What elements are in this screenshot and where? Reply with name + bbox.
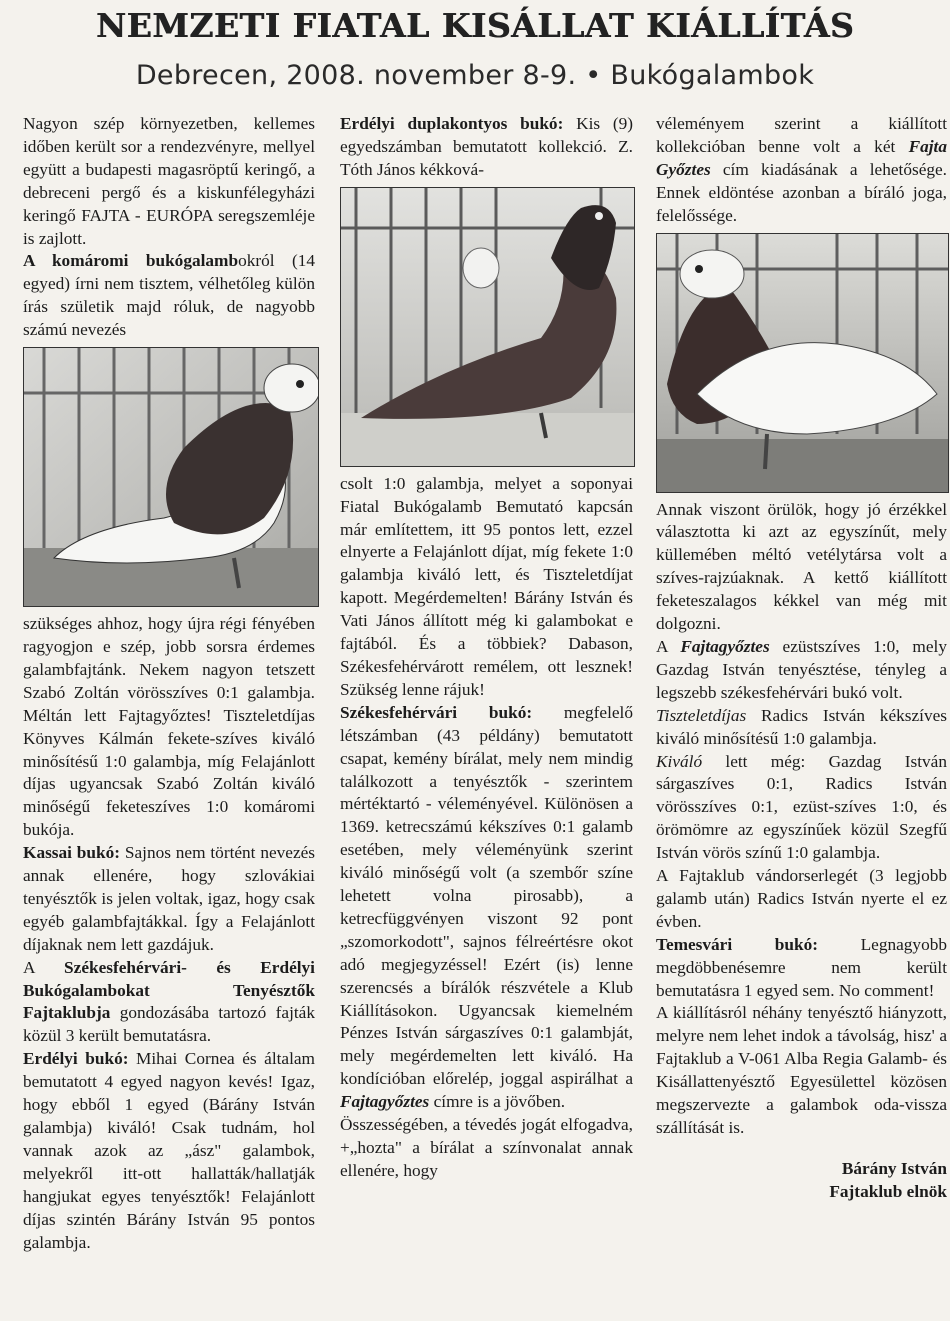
paragraph: Nagyon szép környezetben, kellemes időben került sor a rendezvényre, mellyel együtt a budapesti magasröptű keringő, a debreceni pergő és a kiskunfélegyházi keringő FAJTA - EURÓPA seregszemléje is zajlott. <box>23 114 315 248</box>
paragraph: szükséges ahhoz, hogy újra régi fényében ragyogjon e szép, jobb sorsra érdemes galambfajtánk. Nekem nagyon tetszett Szabó Zoltán vörösszíves 0:1 galambja. Méltán lett Fajtagyőztes! Tiszteletdíjas Könyves Kálmán fekete-szíves kiváló minősítésű 1:0 galambja, míg Felajánlott díjas ugyancsak Szabó Zoltán kiváló minőségű feketeszíves 1:0 komáromi bukója. <box>23 614 315 840</box>
paragraph: Erdélyi duplakontyos bukó: Kis (9) egyedszámban bemutatott kollekció. Z. Tóth János kékková- <box>340 114 633 179</box>
breed-heading: Erdélyi duplakontyos bukó: <box>340 114 564 133</box>
paragraph: Annak viszont örülök, hogy jó érzékkel választotta ki azt az egyszínűt, mely küllemében méltó vetélytársa volt a szíves-rajzúaknak. A kettő kiállított feketeszalagos kékkel van még mit dolgozni. <box>656 499 947 634</box>
breed-heading: Temesvári bukó: <box>656 934 818 954</box>
paragraph: A komáromi bukógalambokról (14 egyed) írni nem tisztem, vélhetőleg külön írás születik majd róluk, de nagyobb számú nevezés <box>23 251 315 340</box>
breed-heading: Kassai bukó: <box>23 843 121 863</box>
club-name: Székesfehérvári- és Erdélyi Bukógalambokat Tenyésztők Fajtaklubja <box>23 957 315 1023</box>
paragraph: A kiállításról néhány tenyésztő hiányzott, melyre nem lehet indok a távolság, hisz' a Fajtaklub a V-061 Alba Regia Galamb- és Kisállattenyésztő Egyesülettel közösen megszervezte a galambok oda-vissza szállítását is. <box>656 1003 947 1137</box>
paragraph: A Fajtagyőztes ezüstszíves 1:0, mely Gazdag István tenyésztése, tényleg a legszebb székesfehérvári bukó volt. <box>656 636 947 702</box>
column-3 <box>656 113 947 1204</box>
paragraph: A Fajtaklub vándorserlegét (3 legjobb galamb után) Radics István nyerte el ez évben. <box>656 866 947 931</box>
paragraph: A Székesfehérvári- és Erdélyi Bukógalambokat Tenyésztők Fajtaklubja gondozásába tartozó fajták közül 3 került bemutatásra. <box>23 957 315 1046</box>
paragraph: Kassai bukó: Sajnos nem történt nevezés annak ellenére, hogy szlovákiai tenyésztők is jelen voltak, igaz, hogy csak egyéb galambfajtákkal. Így a Felajánlott díjaknak nem lett gazdájuk. <box>23 843 316 954</box>
paragraph: Temesvári bukó: Legnagyobb megdöbbenésemre nem került bemutatásra 1 egyed sem. No comment! <box>656 934 947 1000</box>
paragraph: Tiszteletdíjas Radics István kékszíves kiváló minősítésű 1:0 galambja. <box>656 705 947 748</box>
page-title: NEMZETI FIATAL KISÁLLAT KIÁLLÍTÁS <box>95 6 855 45</box>
breed-heading: Erdélyi bukó: <box>23 1049 129 1069</box>
paragraph: Összességében, a tévedés jogát elfogadva, +„hozta" a bírálat a színvonalat annak ellenére, hogy <box>340 1115 633 1180</box>
column-1 <box>23 113 315 1254</box>
column-2 <box>340 113 633 1183</box>
breed-heading: A komáromi bukógalamb <box>23 251 239 271</box>
paragraph: Erdélyi bukó: Mihai Cornea és általam bemutatott 4 egyed nagyon kevés! Igaz, hogy ebből 1 egyed (Bárány István galambja) kiváló! Csak tudnám, hol vannak azok az „ász" galambok, melyekről itt-ott hallatták/hallatják hangjukat egyes tenyésztők! Felajánlott díjas szintén Bárány István 95 pontos galambja. <box>23 1049 315 1252</box>
paragraph: Székesfehérvári bukó: megfelelő létszámban (43 példány) bemutatott csapat, kemény bírálat, mely nem mindig találkozott a tenyésztők - szerintem mértéktartó - véleményével. Különösen a 1369. ketrecszámú kékszíves 0:1 galamb esetében, mely véleményünk szerint kiváló minőségű volt (a szembőr színe lehetett volna pirosabb), a ketrecfüggvényen viszont 92 pont „szomorkodott", sajnos félreértésre okot adó megjegyzéssel! Ezért (is) lenne szerencsés a bírálók részvétele a Klub Kiállításokon. Ugyancsak kiemelném Pénzes István sárgaszíves 0:1 galambját, mely megérdemelten lett kiváló. Ha kondícióban előrelép, joggal aspirálhat a Fajtagyőztes címre is a jövőben. <box>340 702 633 1112</box>
pigeon-photo-2 <box>340 187 635 467</box>
signature-title: Fajtaklub elnök <box>829 1181 947 1201</box>
paragraph: véleményem szerint a kiállított kollekcióban benne volt a két Fajta Győztes cím kiadásának a lehetősége. Ennek eldöntése azonban a bíráló joga, felelőssége. <box>656 114 947 225</box>
page-subtitle: Debrecen, 2008. november 8-9. • Bukógalambok <box>135 60 815 91</box>
breed-heading: Székesfehérvári bukó: <box>340 702 533 722</box>
paragraph: csolt 1:0 galambja, melyet a soponyai Fiatal Bukógalamb Bemutató kapcsán már említettem, itt 95 pontos lett, ezzel elnyerte a Felajánlott díjat, míg fekete 1:0 galambja kiváló lett, és Tiszteletdíjat kapott. Megérdemelten! Bárány István és Vati János állított még ki galambokat e fajtából. És a többiek? Dabason, Székesfehérvárott remélem, ott lesznek! Szükség lenne rájuk! <box>340 473 633 699</box>
paragraph: Kiváló lett még: Gazdag István sárgaszíves 0:1, Radics István vörösszíves 0:1, ezüst-szíves 1:0, és örömömre az egyszínűek közül Szegfű István vörös színű 1:0 galambja. <box>656 751 947 863</box>
pigeon-photo-1 <box>23 347 319 607</box>
pigeon-photo-3 <box>656 233 949 493</box>
signature-name: Bárány István <box>841 1158 947 1178</box>
